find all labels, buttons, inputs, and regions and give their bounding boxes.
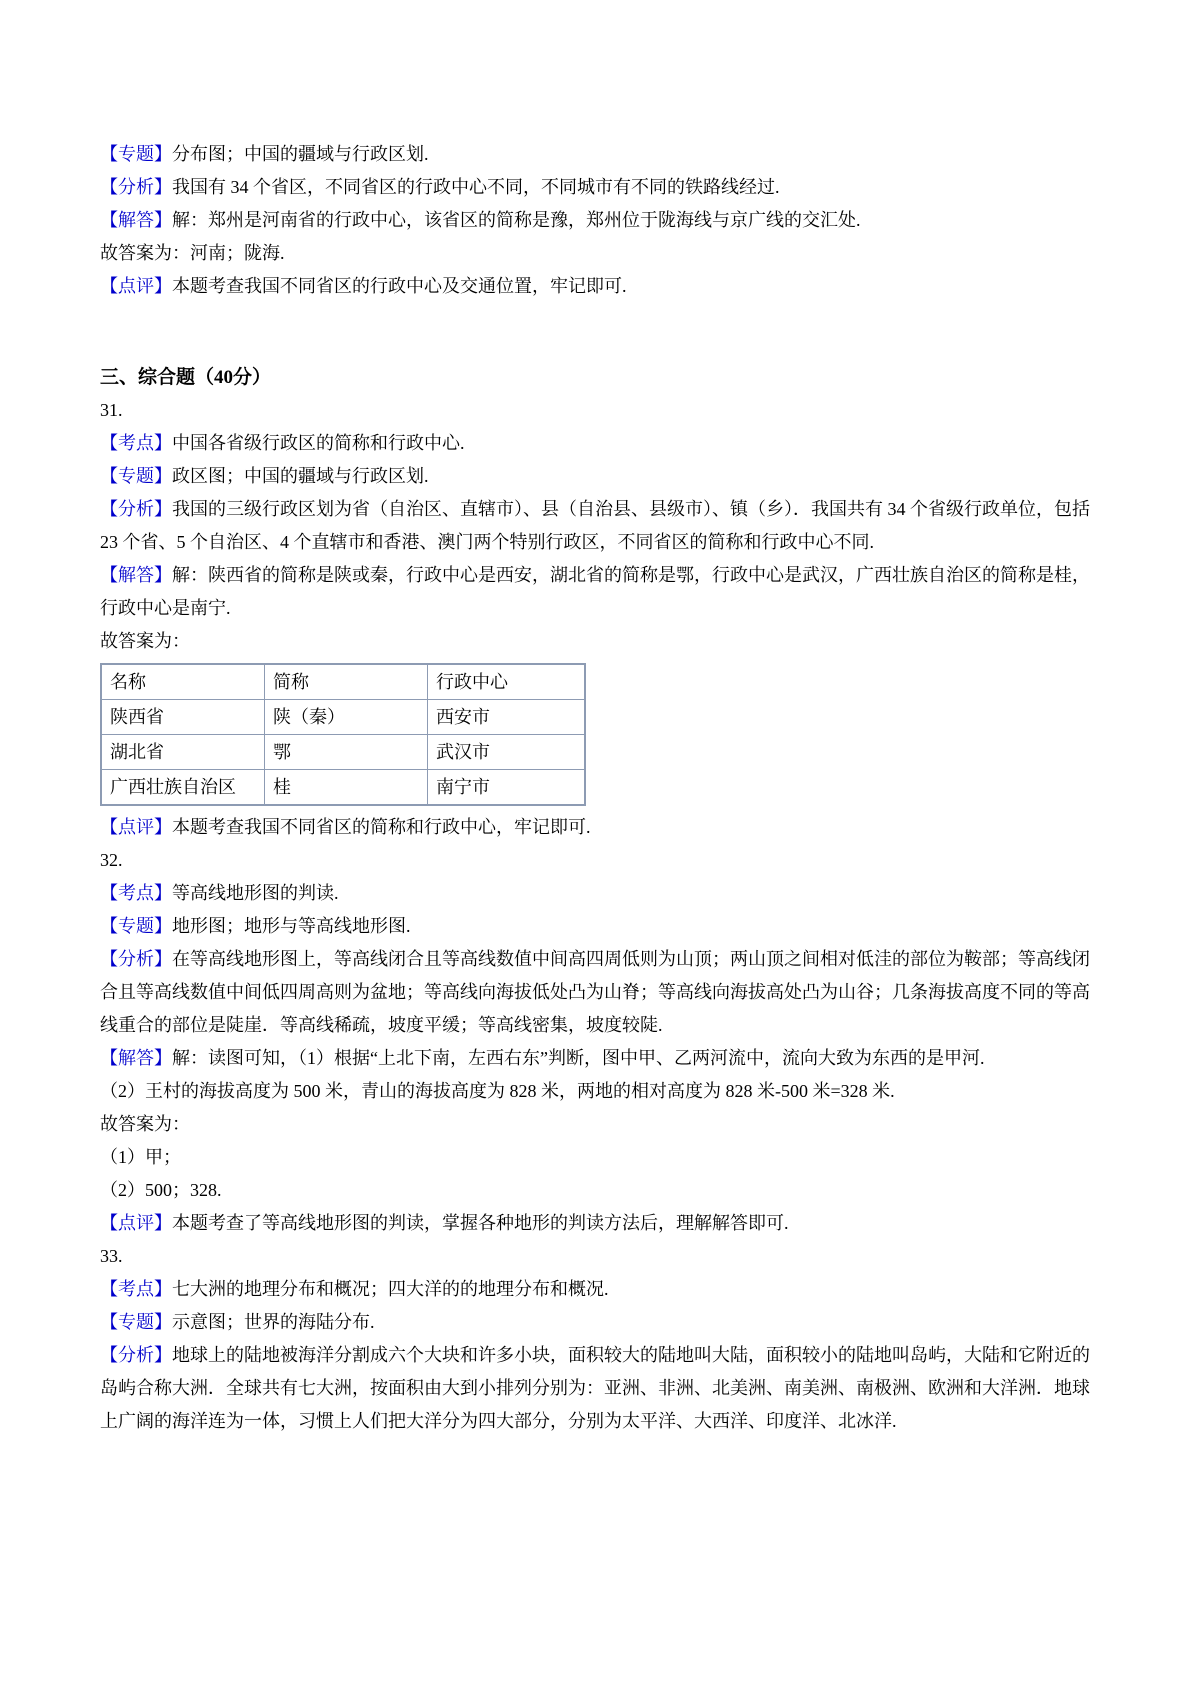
paragraph <box>100 625 1100 658</box>
paragraph <box>100 237 1100 270</box>
paragraph-text: （2）王村的海拔高度为 500 米，青山的海拔高度为 828 米，两地的相对高度为 828 米-500 米=328 米. <box>100 1081 895 1101</box>
paragraph-text: 故答案为： <box>100 1114 190 1134</box>
labeled-paragraph <box>100 204 1100 237</box>
section-label: 【分析】 <box>100 1345 172 1365</box>
table-header-cell: 名称 <box>101 664 265 700</box>
table-row <box>101 770 585 806</box>
section-label: 【考点】 <box>100 1279 172 1299</box>
table-cell: 桂 <box>265 770 428 806</box>
section-heading: 三、综合题（40分） <box>100 367 272 388</box>
section-label: 【解答】 <box>100 210 172 230</box>
paragraph <box>100 1174 1100 1207</box>
paragraph-text: 故答案为：河南；陇海. <box>100 243 285 263</box>
section-label: 【解答】 <box>100 565 172 585</box>
paragraph-text: 我国有 34 个省区，不同省区的行政中心不同，不同城市有不同的铁路线经过. <box>172 177 780 197</box>
paragraph <box>100 1240 1100 1273</box>
table-cell: 南宁市 <box>428 770 586 806</box>
document-body <box>100 138 1100 1438</box>
section-label: 【专题】 <box>100 1312 172 1332</box>
labeled-paragraph <box>100 1042 1100 1075</box>
paragraph-text: 示意图；世界的海陆分布. <box>172 1312 375 1332</box>
labeled-paragraph <box>100 943 1100 1042</box>
labeled-paragraph <box>100 1339 1100 1438</box>
section-label: 【分析】 <box>100 499 172 519</box>
paragraph <box>100 394 1100 427</box>
paragraph-text: 等高线地形图的判读. <box>172 883 339 903</box>
section-label: 【专题】 <box>100 144 172 164</box>
paragraph-text: 地形图；地形与等高线地形图. <box>172 916 411 936</box>
paragraph-text: 政区图；中国的疆域与行政区划. <box>172 466 429 486</box>
labeled-paragraph <box>100 460 1100 493</box>
paragraph-text: 33. <box>100 1246 123 1266</box>
section-label: 【解答】 <box>100 1048 172 1068</box>
table-row <box>101 700 585 735</box>
paragraph-text: 在等高线地形图上，等高线闭合且等高线数值中间高四周低则为山顶；两山顶之间相对低洼的部位为鞍部；等高线闭合且等高线数值中间低四周高则为盆地；等高线向海拔低处凸为山脊；等高线向海拔高处凸为山谷；几条海拔高度不同的等高线重合的部位是陡崖．等高线稀疏，坡度平缓；等高线密集，坡度较陡. <box>100 949 1090 1035</box>
section-label: 【专题】 <box>100 466 172 486</box>
labeled-paragraph <box>100 138 1100 171</box>
table-header-cell: 简称 <box>265 664 428 700</box>
table-header-row <box>101 664 585 700</box>
table-cell: 陕（秦） <box>265 700 428 735</box>
labeled-paragraph <box>100 1273 1100 1306</box>
paragraph-text: 本题考查我国不同省区的行政中心及交通位置，牢记即可. <box>172 276 627 296</box>
paragraph-text: 解：郑州是河南省的行政中心，该省区的简称是豫，郑州位于陇海线与京广线的交汇处. <box>172 210 861 230</box>
labeled-paragraph <box>100 559 1100 625</box>
table-cell: 武汉市 <box>428 735 586 770</box>
paragraph-text: 地球上的陆地被海洋分割成六个大块和许多小块，面积较大的陆地叫大陆，面积较小的陆地叫岛屿，大陆和它附近的岛屿合称大洲．全球共有七大洲，按面积由大到小排列分别为：亚洲、非洲、北美洲、南美洲、南极洲、欧洲和大洋洲．地球上广阔的海洋连为一体，习惯上人们把大洋分为四大部分，分别为太平洋、大西洋、印度洋、北冰洋. <box>100 1345 1090 1431</box>
section-label: 【分析】 <box>100 949 172 969</box>
paragraph <box>100 1075 1100 1108</box>
table-header-cell: 行政中心 <box>428 664 586 700</box>
labeled-paragraph <box>100 171 1100 204</box>
section-label: 【考点】 <box>100 433 172 453</box>
table-cell: 陕西省 <box>101 700 265 735</box>
paragraph-text: 中国各省级行政区的简称和行政中心. <box>172 433 465 453</box>
labeled-paragraph <box>100 1207 1100 1240</box>
paragraph-text: 本题考查我国不同省区的简称和行政中心，牢记即可. <box>172 817 591 837</box>
table-cell: 西安市 <box>428 700 586 735</box>
labeled-paragraph <box>100 1306 1100 1339</box>
paragraph-text: 解：读图可知，（1）根据“上北下南，左西右东”判断，图中甲、乙两河流中，流向大致为东西的是甲河. <box>172 1048 985 1068</box>
table-row <box>101 735 585 770</box>
table-cell: 鄂 <box>265 735 428 770</box>
section-label: 【专题】 <box>100 916 172 936</box>
section-label: 【点评】 <box>100 1213 172 1233</box>
section-label: 【分析】 <box>100 177 172 197</box>
paragraph-text: 我国的三级行政区划为省（自治区、直辖市）、县（自治县、县级市）、镇（乡）．我国共有 34 个省级行政单位，包括 23 个省、5 个自治区、4 个直辖市和香港、澳门两个特别行政区，不同省区的简称和行政中心不同. <box>100 499 1090 552</box>
paragraph-text: 七大洲的地理分布和概况；四大洋的的地理分布和概况. <box>172 1279 609 1299</box>
paragraph-text: 32. <box>100 850 123 870</box>
paragraph <box>100 844 1100 877</box>
paragraph-text: 故答案为： <box>100 631 190 651</box>
labeled-paragraph <box>100 427 1100 460</box>
labeled-paragraph <box>100 493 1100 559</box>
section-label: 【考点】 <box>100 883 172 903</box>
labeled-paragraph <box>100 270 1100 303</box>
labeled-paragraph <box>100 910 1100 943</box>
paragraph <box>100 1141 1100 1174</box>
paragraph <box>100 1108 1100 1141</box>
table-cell: 湖北省 <box>101 735 265 770</box>
answer-table <box>100 663 586 806</box>
paragraph-text: （1）甲； <box>100 1147 181 1167</box>
table-cell: 广西壮族自治区 <box>101 770 265 806</box>
section-label: 【点评】 <box>100 817 172 837</box>
section-label: 【点评】 <box>100 276 172 296</box>
paragraph-text: 31. <box>100 400 123 420</box>
paragraph-text: （2）500；328. <box>100 1180 222 1200</box>
labeled-paragraph <box>100 811 1100 844</box>
paragraph-text: 解：陕西省的简称是陕或秦，行政中心是西安，湖北省的简称是鄂，行政中心是武汉，广西壮族自治区的简称是桂，行政中心是南宁. <box>100 565 1090 618</box>
paragraph-text: 分布图；中国的疆域与行政区划. <box>172 144 429 164</box>
paragraph-text: 本题考查了等高线地形图的判读，掌握各种地形的判读方法后，理解解答即可. <box>172 1213 789 1233</box>
labeled-paragraph <box>100 877 1100 910</box>
